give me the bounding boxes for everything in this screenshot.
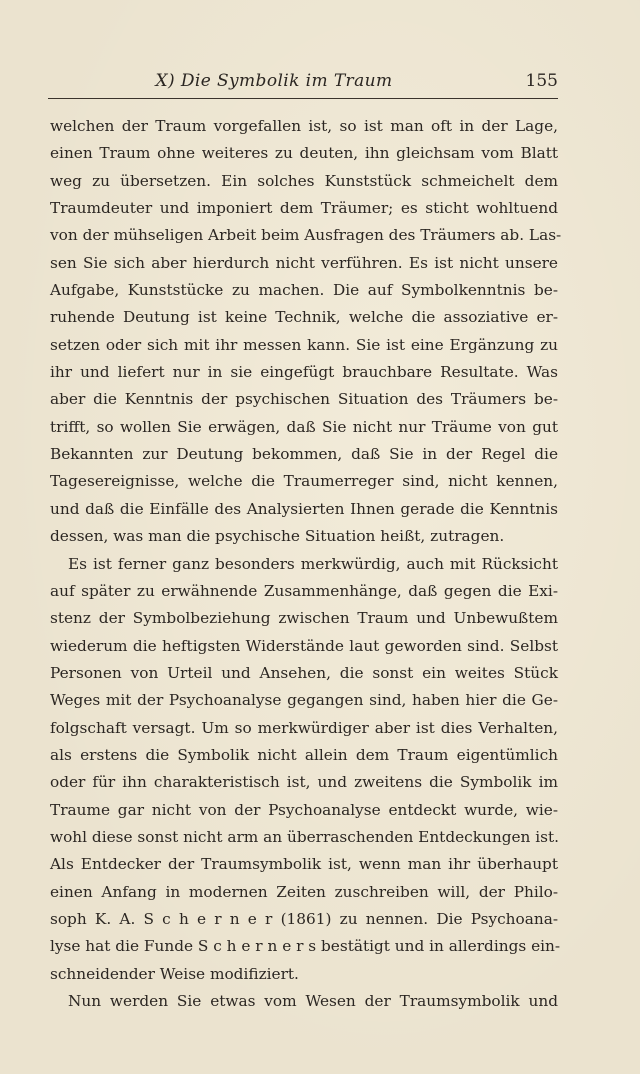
text-line: schneidender Weise modifiziert.: [50, 964, 299, 983]
text-line: welchen der Traum vorgefallen ist, so ist man oft in der Lage,: [50, 117, 558, 135]
text-line: aber die Kenntnis der psychischen Situation des Träumers be-: [50, 390, 558, 409]
text-line: Weges mit der Psychoanalyse gegangen sind, haben hier die Ge-: [50, 691, 558, 710]
text-line: wiederum die heftigsten Widerstände laut geworden sind. Selbst: [50, 636, 558, 655]
text-line: dessen, was man die psychische Situation heißt, zutragen.: [50, 527, 505, 546]
text-line: folgschaft versagt. Um so merkwürdiger aber ist dies Verhalten,: [50, 718, 558, 737]
text-line: sen Sie sich aber hierdurch nicht verführen. Es ist nicht unsere: [50, 253, 558, 272]
body-text: [50, 113, 562, 1015]
text-line: Traumdeuter und imponiert dem Träumer; es sticht wohltuend: [50, 199, 558, 218]
running-header: [50, 66, 558, 96]
paragraph-2: [50, 551, 561, 989]
paragraph-1: [50, 113, 562, 551]
text-line: ruhende Deutung ist keine Technik, welche die assoziative er-: [50, 308, 558, 327]
text-line: Personen von Urteil und Ansehen, die sonst ein weites Stück: [50, 663, 558, 682]
text-line: lyse hat die Funde S c h e r n e r s bestätigt und in allerdings ein-: [50, 937, 561, 956]
header-rule: [48, 98, 558, 99]
text-line: und daß die Einfälle des Analysierten Ihnen gerade die Kenntnis: [50, 499, 558, 518]
text-line: Aufgabe, Kunststücke zu machen. Die auf Symbolkenntnis be-: [50, 281, 558, 300]
text-line: oder für ihn charakteristisch ist, und zweitens die Symbolik im: [50, 773, 558, 792]
text-line: Als Entdecker der Traumsymbolik ist, wenn man ihr überhaupt: [50, 855, 558, 874]
page-number: 155: [525, 71, 558, 91]
text-line: stenz der Symbolbeziehung zwischen Traum und Unbewußtem: [50, 609, 558, 628]
text-line: soph K. A. S c h e r n e r (1861) zu nennen. Die Psychoana-: [50, 909, 558, 928]
text-line: Traume gar nicht von der Psychoanalyse entdeckt wurde, wie-: [50, 800, 558, 819]
text-line: Nun werden Sie etwas vom Wesen der Traumsymbolik und: [68, 992, 558, 1010]
text-line: setzen oder sich mit ihr messen kann. Sie ist eine Ergänzung zu: [50, 335, 558, 354]
text-line: Bekannten zur Deutung bekommen, daß Sie in der Regel die: [50, 445, 558, 464]
text-line: Tagesereignisse, welche die Traumerreger sind, nicht kennen,: [50, 472, 558, 491]
text-line: ihr und liefert nur in sie eingefügt brauchbare Resultate. Was: [50, 363, 558, 382]
text-line: wohl diese sonst nicht arm an überraschenden Entdeckungen ist.: [50, 827, 560, 846]
text-line: Es ist ferner ganz besonders merkwürdig, auch mit Rücksicht: [68, 554, 558, 573]
running-title: X) Die Symbolik im Traum: [155, 71, 393, 91]
text-line: auf später zu erwähnende Zusammenhänge, daß gegen die Exi-: [50, 581, 558, 600]
paragraph-3: [50, 988, 558, 1015]
text-line: weg zu übersetzen. Ein solches Kunststück schmeichelt dem: [50, 171, 558, 190]
text-line: einen Anfang in modernen Zeiten zuschreiben will, der Philo-: [50, 882, 558, 901]
text-line: als erstens die Symbolik nicht allein dem Traum eigentümlich: [50, 745, 558, 764]
text-line: trifft, so wollen Sie erwägen, daß Sie nicht nur Träume von gut: [50, 417, 558, 436]
text-line: einen Traum ohne weiteres zu deuten, ihn gleichsam vom Blatt: [50, 144, 558, 163]
text-line: von der mühseligen Arbeit beim Ausfragen des Träumers ab. Las-: [50, 226, 562, 245]
